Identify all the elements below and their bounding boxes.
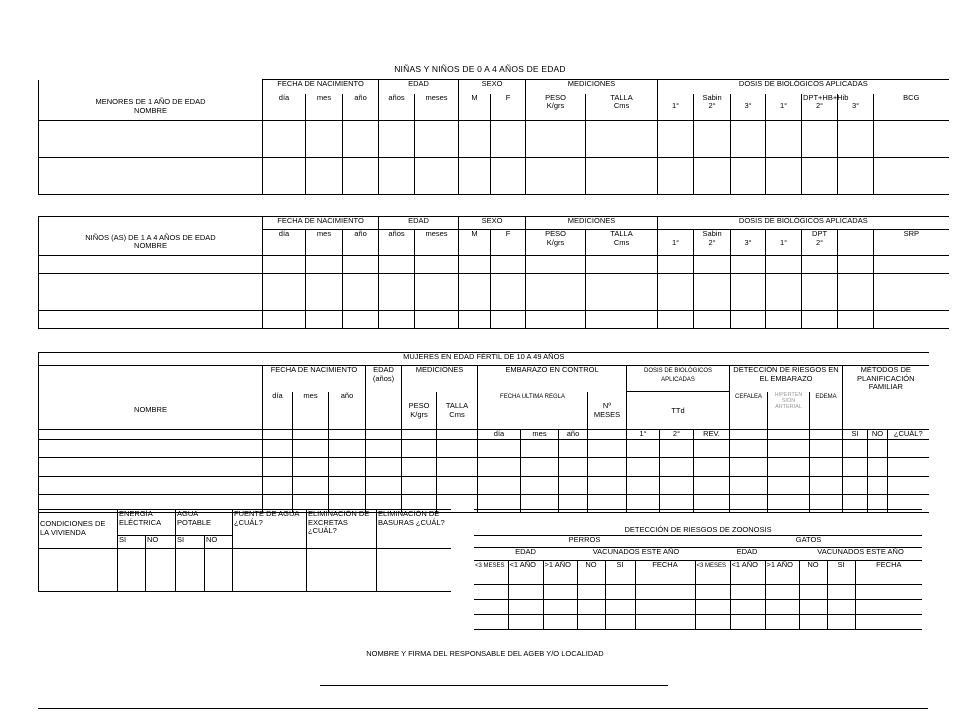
signature-line[interactable] bbox=[320, 685, 668, 686]
infants-weight-header bbox=[526, 94, 586, 121]
women-birthdate-header: FECHA DE NACIMIENTO bbox=[263, 366, 366, 392]
children-male-header: M bbox=[459, 230, 491, 256]
housing-water-source-header: FUENTE DE AGUA ¿CUÁL? bbox=[233, 510, 307, 549]
children-name-header bbox=[39, 230, 263, 256]
children-age-header: EDAD bbox=[379, 217, 459, 230]
zoonosis-cats-header: GATOS bbox=[695, 536, 922, 548]
women-months-count-header: Nº MESES bbox=[588, 392, 627, 430]
housing-electricity-no: NO bbox=[146, 536, 176, 549]
women-weight-label: PESO bbox=[408, 401, 430, 410]
infants-weight-label: PESO bbox=[545, 92, 566, 102]
women-cefalea-header bbox=[730, 392, 768, 430]
table-row[interactable] bbox=[39, 458, 929, 477]
zoonosis-cats-vaccinated: VACUNADOS ESTE AÑO bbox=[799, 548, 922, 561]
zoonosis-cats-date: FECHA bbox=[855, 561, 922, 585]
infants-year-header: año bbox=[343, 94, 379, 121]
zoonosis-dogs-age: EDAD bbox=[474, 548, 577, 561]
infants-female-header: F bbox=[491, 94, 526, 121]
infants-birthdate-header: FECHA DE NACIMIENTO bbox=[263, 80, 379, 94]
children-sabin-d2 bbox=[694, 230, 731, 256]
table-row[interactable] bbox=[474, 585, 922, 600]
children-srp-header: SRP bbox=[874, 230, 949, 256]
children-group-label: NIÑOS (AS) DE 1 A 4 AÑOS DE EDAD bbox=[85, 232, 216, 242]
infants-male-header: M bbox=[459, 94, 491, 121]
children-dpt-d3 bbox=[838, 230, 874, 256]
children-height-label: TALLA bbox=[610, 229, 633, 238]
children-month-header: mes bbox=[306, 230, 343, 256]
zoonosis-cats-age: EDAD bbox=[695, 548, 799, 561]
zoonosis-cats-si: SI bbox=[827, 561, 855, 585]
dose-3-label: 3° bbox=[851, 101, 860, 111]
children-birthdate-header: FECHA DE NACIMIENTO bbox=[263, 217, 379, 230]
zoonosis-dogs-lt3 bbox=[474, 561, 508, 585]
women-edema-label: EDEMA bbox=[815, 393, 837, 400]
housing-electricity-header: ENERGÍA ELÉCTRICA bbox=[118, 510, 176, 536]
dose-2-label: 2° bbox=[815, 101, 824, 111]
children-female-header: F bbox=[491, 230, 526, 256]
infants-sabin-d3 bbox=[731, 94, 766, 121]
bottom-divider bbox=[38, 708, 928, 709]
women-lmp-day: día bbox=[478, 430, 521, 440]
women-weight-unit: K/grs bbox=[410, 409, 428, 419]
women-cefalea-label: CEFALEA bbox=[734, 393, 762, 400]
housing-water-si: SI bbox=[176, 536, 205, 549]
infants-age-header: EDAD bbox=[379, 80, 459, 94]
women-day-header: día bbox=[263, 392, 293, 430]
dose-3-label: 3° bbox=[744, 101, 752, 111]
children-weight-header bbox=[526, 230, 586, 256]
children-day-header: día bbox=[263, 230, 306, 256]
housing-water-no: NO bbox=[205, 536, 233, 549]
zoonosis-dogs-si: SI bbox=[605, 561, 635, 585]
women-table bbox=[38, 352, 929, 513]
women-lmp-month: mes bbox=[521, 430, 559, 440]
women-name-header: NOMBRE bbox=[39, 392, 263, 430]
zoonosis-dogs-gt1: >1 AÑO bbox=[543, 561, 577, 585]
children-height-header bbox=[586, 230, 658, 256]
women-year-header: año bbox=[329, 392, 366, 430]
women-edema-header bbox=[810, 392, 843, 430]
housing-electricity-si: SI bbox=[118, 536, 146, 549]
dose-2-label: 2° bbox=[708, 101, 716, 111]
women-doses-label: DOSIS DE BIOLÓGICOS APLICADAS bbox=[643, 368, 712, 383]
children-name-label: NOMBRE bbox=[134, 241, 167, 251]
children-months-header: meses bbox=[415, 230, 459, 256]
zoonosis-dogs-date: FECHA bbox=[635, 561, 695, 585]
dose-2-label: 2° bbox=[708, 237, 716, 247]
infants-height-header bbox=[586, 94, 658, 121]
table-row[interactable] bbox=[474, 615, 922, 630]
women-measurements-header: MEDICIONES bbox=[402, 366, 478, 392]
infants-years-header: años bbox=[379, 94, 415, 121]
table-row[interactable] bbox=[39, 549, 451, 592]
table-row[interactable] bbox=[39, 158, 949, 195]
infants-doses-header: DOSIS DE BIOLÓGICOS APLICADAS bbox=[658, 80, 949, 94]
infants-sex-header: SEXO bbox=[459, 80, 526, 94]
women-title: MUJERES EN EDAD FÉRTIL DE 10 A 49 AÑOS bbox=[39, 353, 929, 366]
form-title: NIÑAS Y NIÑOS DE 0 A 4 AÑOS DE EDAD bbox=[394, 64, 566, 74]
women-height-label: TALLA bbox=[445, 401, 469, 410]
women-risk-header: DETECCIÓN DE RIESGOS EN EL EMBARAZO bbox=[730, 366, 843, 392]
women-doses-header bbox=[627, 366, 730, 392]
housing-label: CONDICIONES DE LA VIVIENDA bbox=[39, 510, 118, 549]
children-sabin-d1 bbox=[658, 230, 694, 256]
infants-height-unit: Cms bbox=[613, 101, 630, 111]
dose-1-label: 1° bbox=[779, 101, 788, 111]
lt3-label: <3 MESES bbox=[475, 563, 505, 569]
signature-label: NOMBRE Y FIRMA DEL RESPONSABLE DEL AGEB Y/O LOCALIDAD bbox=[366, 649, 604, 658]
zoonosis-dogs-no: NO bbox=[577, 561, 605, 585]
infants-day-header: día bbox=[263, 94, 306, 121]
women-ttd-header: TTd bbox=[627, 392, 730, 430]
women-lmp-label: FECHA ULTIMA REGLA bbox=[500, 393, 565, 400]
dose-1-label: 1° bbox=[671, 101, 680, 111]
children-doses-header: DOSIS DE BIOLÓGICOS APLICADAS bbox=[658, 217, 949, 230]
zoonosis-dogs-header: PERROS bbox=[474, 536, 695, 548]
housing-garbage-header: ELIMINACIÓN DE BASURAS ¿CUÁL? bbox=[377, 510, 451, 549]
table-row[interactable] bbox=[39, 274, 949, 311]
dose-1-label: 1° bbox=[779, 237, 788, 247]
table-row[interactable] bbox=[39, 121, 949, 158]
children-sabin-d3 bbox=[731, 230, 766, 256]
women-age-header: EDAD (años) bbox=[366, 366, 402, 392]
women-ttd-d2: 2° bbox=[660, 430, 694, 440]
dose-2-label: 2° bbox=[815, 237, 824, 247]
infants-name-header bbox=[39, 94, 263, 121]
women-planning-header: MÉTODOS DE PLANIFICACIÓN FAMILIAR bbox=[843, 366, 929, 392]
women-planning-no: NO bbox=[868, 430, 888, 440]
children-height-unit: Cms bbox=[613, 237, 630, 247]
women-lmp-year: año bbox=[559, 430, 588, 440]
women-ttd-d1: 1° bbox=[627, 430, 660, 440]
children-sex-header: SEXO bbox=[459, 217, 526, 230]
children-sabin-label: Sabin bbox=[702, 229, 722, 238]
infants-sabin-d2 bbox=[694, 94, 731, 121]
infants-table bbox=[38, 79, 949, 195]
infants-dpt-d1 bbox=[766, 94, 802, 121]
table-row[interactable] bbox=[474, 600, 922, 615]
infants-sabin-d1 bbox=[658, 94, 694, 121]
infants-weight-unit: K/grs bbox=[546, 101, 565, 111]
women-month-header: mes bbox=[293, 392, 329, 430]
children-year-header: año bbox=[343, 230, 379, 256]
infants-group-label: MENORES DE 1 AÑO DE EDAD bbox=[95, 97, 206, 107]
children-dpt-d1 bbox=[766, 230, 802, 256]
infants-dpt-d2 bbox=[802, 92, 849, 121]
women-ttd-rev: REV. bbox=[694, 430, 730, 440]
dose-3-label: 3° bbox=[744, 237, 752, 247]
zoonosis-cats-lt3 bbox=[695, 561, 730, 585]
children-dpt-d2 bbox=[802, 230, 838, 256]
infants-bcg-header: BCG bbox=[874, 94, 949, 121]
women-planning-si: SI bbox=[843, 430, 868, 440]
women-hypertension-header bbox=[768, 392, 810, 430]
housing-excreta-header: ELIMINACIÓN DE EXCRETAS ¿CUÁL? bbox=[307, 510, 377, 549]
children-dpt-label: DPT bbox=[812, 229, 828, 238]
zoonosis-table bbox=[474, 509, 922, 630]
table-row[interactable] bbox=[39, 311, 949, 329]
children-years-header: años bbox=[379, 230, 415, 256]
lt3-label: <3 MESES bbox=[696, 563, 727, 569]
women-planning-which: ¿CUÁL? bbox=[888, 430, 929, 440]
children-weight-unit: K/grs bbox=[546, 237, 565, 247]
zoonosis-cats-lt1: <1 AÑO bbox=[730, 561, 765, 585]
infants-months-header: meses bbox=[415, 94, 459, 121]
children-measurements-header: MEDICIONES bbox=[526, 217, 658, 230]
zoonosis-title: DETECCIÓN DE RIESGOS DE ZOONOSIS bbox=[474, 510, 922, 536]
children-weight-label: PESO bbox=[545, 229, 566, 238]
housing-water-header: AGUA POTABLE bbox=[176, 510, 233, 536]
women-lmp-header bbox=[478, 392, 588, 430]
infants-sabin-label: Sabin bbox=[702, 92, 722, 102]
zoonosis-dogs-vaccinated: VACUNADOS ESTE AÑO bbox=[577, 548, 695, 561]
infants-month-header: mes bbox=[306, 94, 343, 121]
zoonosis-dogs-lt1: <1 AÑO bbox=[508, 561, 543, 585]
infants-measurements-header: MEDICIONES bbox=[526, 80, 658, 94]
women-height-unit: Cms bbox=[449, 409, 465, 419]
zoonosis-cats-no: NO bbox=[799, 561, 827, 585]
table-row[interactable] bbox=[39, 477, 929, 495]
infants-name-label: NOMBRE bbox=[134, 105, 167, 115]
infants-dpt-label: DPT+HB+Hib bbox=[803, 92, 849, 102]
housing-table bbox=[38, 509, 451, 592]
women-pregnancy-header: EMBARAZO EN CONTROL bbox=[478, 366, 627, 392]
table-row[interactable] bbox=[39, 256, 949, 274]
women-weight-header bbox=[402, 392, 437, 430]
zoonosis-cats-gt1: >1 AÑO bbox=[765, 561, 799, 585]
infants-height-label: TALLA bbox=[610, 92, 633, 102]
dose-1-label: 1° bbox=[671, 237, 680, 247]
table-row[interactable] bbox=[39, 440, 929, 458]
women-height-header bbox=[437, 392, 478, 430]
children-table bbox=[38, 216, 949, 329]
women-hypertension-label: HIPERTEN SIÓN ARTERIAL bbox=[774, 391, 803, 410]
